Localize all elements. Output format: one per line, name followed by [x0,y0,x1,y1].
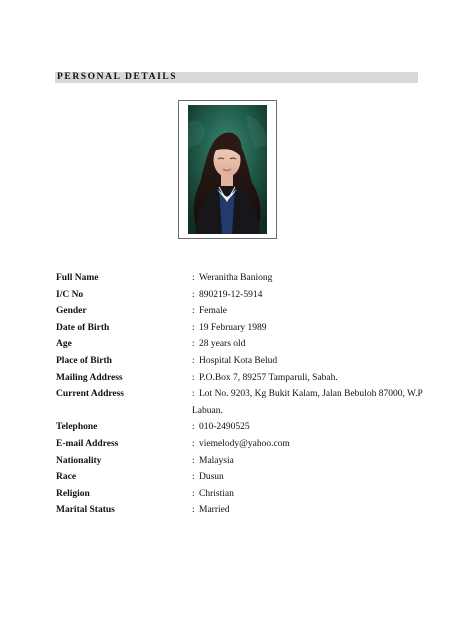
separator-colon: : [192,389,195,400]
personal-details-list [56,270,426,519]
separator-colon: : [192,339,195,350]
separator-colon: : [192,322,195,333]
detail-value-text: Female [199,306,227,317]
separator-colon: : [192,438,195,449]
detail-row [56,486,426,503]
detail-label: Religion [56,488,90,499]
detail-row [56,320,426,337]
detail-value [192,469,426,486]
detail-value-text: Christian [199,488,234,499]
detail-value [192,486,426,503]
detail-label: Telephone [56,422,98,433]
detail-value [192,353,426,370]
detail-row [56,287,426,304]
detail-row [56,419,426,436]
detail-value [192,287,426,304]
detail-row [56,453,426,470]
separator-colon: : [192,372,195,383]
detail-value [192,370,426,387]
detail-label: E-mail Address [56,438,119,449]
detail-row [56,270,426,287]
detail-label: I/C No [56,289,84,300]
detail-label: Gender [56,306,87,317]
detail-value-text: Married [199,505,230,516]
detail-value-text: 010-2490525 [199,422,250,433]
detail-row [56,336,426,353]
detail-value-text: 19 February 1989 [199,322,267,333]
photo-frame [178,100,277,239]
separator-colon: : [192,488,195,499]
detail-value-text: Malaysia [199,455,234,466]
section-title: PERSONAL DETAILS [57,72,178,82]
section-header-bar [55,72,418,83]
detail-label: Full Name [56,273,99,283]
detail-value-text: viemelody@yahoo.com [199,438,290,449]
detail-value [192,320,426,337]
detail-row [56,386,426,419]
detail-value-text: Lot No. 9203, Kg Bukit Kalam, Jalan Bebuloh 87000, W.P Labuan. [192,389,423,416]
detail-value-text: 28 years old [199,339,246,350]
detail-row [56,469,426,486]
detail-value [192,386,426,419]
separator-colon: : [192,472,195,483]
profile-photo [188,105,267,234]
detail-label: Age [56,339,72,350]
separator-colon: : [192,289,195,300]
detail-value [192,419,426,436]
detail-label: Marital Status [56,505,115,516]
detail-value-text: P.O.Box 7, 89257 Tamparuli, Sabah. [199,372,338,383]
detail-value-text: Weranitha Baniong [199,273,273,283]
separator-colon: : [192,455,195,466]
detail-row [56,353,426,370]
detail-label: Mailing Address [56,372,123,383]
detail-label: Race [56,472,77,483]
detail-value-text: Dusun [199,472,224,483]
detail-value-text: 890219-12-5914 [199,289,263,300]
detail-value [192,303,426,320]
detail-value [192,453,426,470]
separator-colon: : [192,306,195,317]
detail-row [56,436,426,453]
separator-colon: : [192,355,195,366]
detail-row [56,303,426,320]
detail-label: Nationality [56,455,102,466]
detail-row [56,502,426,519]
detail-value [192,336,426,353]
detail-row [56,370,426,387]
detail-value [192,270,426,287]
detail-value [192,436,426,453]
separator-colon: : [192,273,195,283]
detail-value [192,502,426,519]
detail-label: Current Address [56,389,125,400]
detail-label: Place of Birth [56,355,112,366]
detail-value-text: Hospital Kota Belud [199,355,278,366]
separator-colon: : [192,505,195,516]
separator-colon: : [192,422,195,433]
detail-label: Date of Birth [56,322,110,333]
